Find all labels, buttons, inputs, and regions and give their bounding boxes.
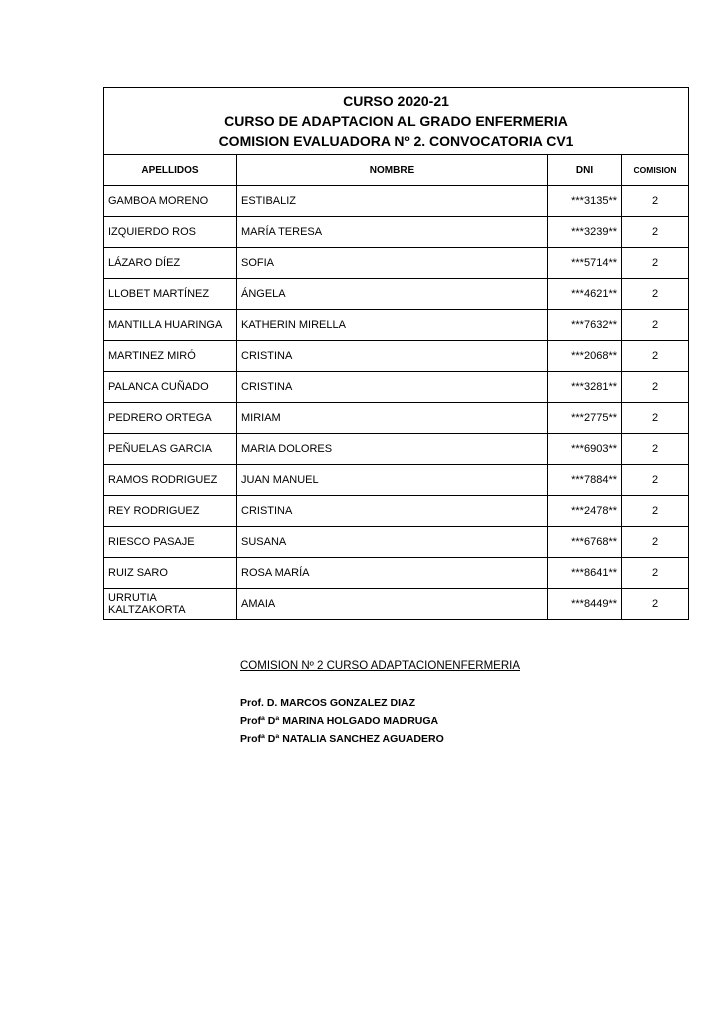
cell-comision: 2: [622, 434, 689, 465]
cell-comision: 2: [622, 558, 689, 589]
cell-dni: ***7632**: [548, 310, 622, 341]
cell-nombre: CRISTINA: [237, 496, 548, 527]
cell-comision: 2: [622, 372, 689, 403]
cell-apellidos: MANTILLA HUARINGA: [104, 310, 237, 341]
cell-nombre: ÁNGELA: [237, 279, 548, 310]
cell-nombre: MIRIAM: [237, 403, 548, 434]
cell-apellidos: GAMBOA MORENO: [104, 186, 237, 217]
cell-nombre: ESTIBALIZ: [237, 186, 548, 217]
cell-nombre: JUAN MANUEL: [237, 465, 548, 496]
table-row: [104, 527, 689, 558]
table-row: [104, 372, 689, 403]
cell-nombre: CRISTINA: [237, 372, 548, 403]
cell-nombre: AMAIA: [237, 589, 548, 620]
cell-comision: 2: [622, 248, 689, 279]
table-row: [104, 589, 689, 620]
cell-apellidos: IZQUIERDO ROS: [104, 217, 237, 248]
cell-comision: 2: [622, 496, 689, 527]
title-line-2: CURSO DE ADAPTACION AL GRADO ENFERMERIA: [224, 113, 568, 129]
table-row: [104, 558, 689, 589]
title-line-1: CURSO 2020-21: [343, 93, 449, 109]
table-row: [104, 465, 689, 496]
cell-dni: ***2068**: [548, 341, 622, 372]
cell-comision: 2: [622, 465, 689, 496]
cell-apellidos: RAMOS RODRIGUEZ: [104, 465, 237, 496]
cell-nombre: MARIA DOLORES: [237, 434, 548, 465]
cell-dni: ***7884**: [548, 465, 622, 496]
commission-footer: [240, 660, 520, 748]
cell-apellidos: REY RODRIGUEZ: [104, 496, 237, 527]
cell-comision: 2: [622, 527, 689, 558]
table-row: [104, 248, 689, 279]
candidates-table: [103, 87, 689, 620]
table-row: [104, 310, 689, 341]
cell-comision: 2: [622, 217, 689, 248]
cell-dni: ***4621**: [548, 279, 622, 310]
cell-apellidos: LLOBET MARTÍNEZ: [104, 279, 237, 310]
cell-dni: ***8449**: [548, 589, 622, 620]
cell-nombre: MARÍA TERESA: [237, 217, 548, 248]
member: Profª Dª MARINA HOLGADO MADRUGA: [240, 715, 439, 727]
cell-apellidos: RUIZ SARO: [104, 558, 237, 589]
cell-dni: ***3135**: [548, 186, 622, 217]
header-dni: DNI: [548, 155, 622, 186]
table-row: [104, 496, 689, 527]
cell-dni: ***6903**: [548, 434, 622, 465]
cell-apellidos: RIESCO PASAJE: [104, 527, 237, 558]
header-nombre: NOMBRE: [237, 155, 548, 186]
cell-comision: 2: [622, 279, 689, 310]
table-row: [104, 403, 689, 434]
header-apellidos: APELLIDOS: [104, 155, 237, 186]
cell-nombre: ROSA MARÍA: [237, 558, 548, 589]
cell-comision: 2: [622, 589, 689, 620]
cell-dni: ***2775**: [548, 403, 622, 434]
cell-dni: ***3281**: [548, 372, 622, 403]
table-row: [104, 186, 689, 217]
cell-apellidos: PALANCA CUÑADO: [104, 372, 237, 403]
cell-apellidos: PEÑUELAS GARCIA: [104, 434, 237, 465]
cell-nombre: SUSANA: [237, 527, 548, 558]
member: Prof. D. MARCOS GONZALEZ DIAZ: [240, 697, 415, 709]
cell-comision: 2: [622, 310, 689, 341]
cell-nombre: SOFIA: [237, 248, 548, 279]
cell-apellidos: MARTINEZ MIRÓ: [104, 341, 237, 372]
cell-comision: 2: [622, 186, 689, 217]
commission-heading: COMISION Nº 2 CURSO ADAPTACIONENFERMERIA: [240, 660, 521, 672]
table-title: [104, 88, 689, 155]
cell-nombre: CRISTINA: [237, 341, 548, 372]
cell-dni: ***3239**: [548, 217, 622, 248]
cell-dni: ***5714**: [548, 248, 622, 279]
cell-comision: 2: [622, 403, 689, 434]
member: Profª Dª NATALIA SANCHEZ AGUADERO: [240, 733, 444, 745]
cell-dni: ***8641**: [548, 558, 622, 589]
cell-dni: ***6768**: [548, 527, 622, 558]
header-comision: COMISION: [622, 155, 689, 186]
cell-comision: 2: [622, 341, 689, 372]
cell-apellidos: URRUTIA KALTZAKORTA: [104, 589, 237, 620]
table-row: [104, 434, 689, 465]
table-row: [104, 279, 689, 310]
cell-apellidos: PEDRERO ORTEGA: [104, 403, 237, 434]
title-line-3: COMISION EVALUADORA Nº 2. CONVOCATORIA CV1: [218, 133, 574, 149]
cell-apellidos: LÁZARO DÍEZ: [104, 248, 237, 279]
table-row: [104, 341, 689, 372]
cell-nombre: KATHERIN MIRELLA: [237, 310, 548, 341]
cell-dni: ***2478**: [548, 496, 622, 527]
table-row: [104, 217, 689, 248]
